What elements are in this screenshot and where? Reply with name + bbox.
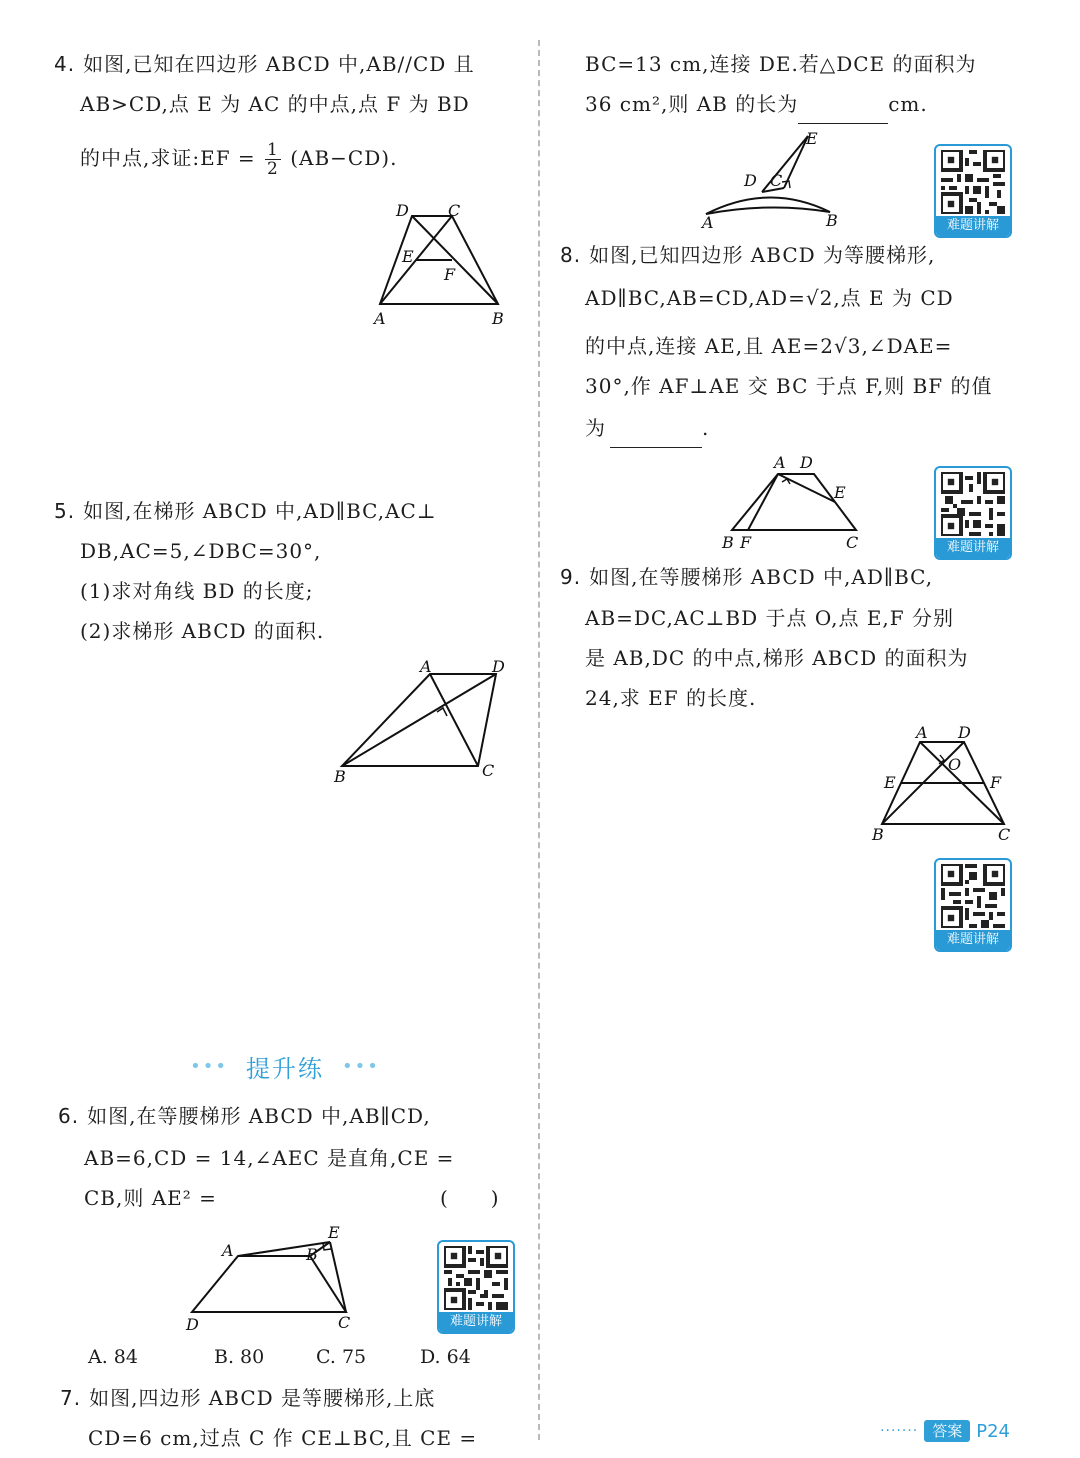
q4-label-C: C [448, 201, 461, 220]
q8-text-1: 如图,已知四边形 ABCD 为等腰梯形, [589, 243, 936, 267]
q7-qr-code[interactable] [934, 144, 1012, 238]
q6-choices [88, 1340, 488, 1376]
q9-line3: 是 AB,DC 的中点,梯形 ABCD 的面积为 [585, 646, 969, 670]
q9-line1 [560, 557, 933, 597]
q5-label-B: B [334, 767, 346, 786]
q7-line4 [585, 84, 928, 124]
q4-line2: AB>CD,点 E 为 AC 的中点,点 F 为 BD [80, 92, 470, 116]
q9-label-F: F [990, 773, 1002, 792]
q6-text-1: 如图,在等腰梯形 ABCD 中,AB∥CD, [87, 1104, 431, 1128]
q7-label-B: B [826, 211, 838, 230]
q5-figure [326, 654, 516, 790]
q6-qr-code[interactable] [437, 1240, 515, 1334]
q8-line1 [560, 235, 935, 275]
q6-label-C: C [338, 1313, 351, 1332]
q8-label-E: E [834, 483, 846, 502]
q8-label-B: B [722, 533, 734, 552]
q5-line3: (1)求对角线 BD 的长度; [80, 579, 314, 603]
q7-number: 7. [60, 1386, 82, 1410]
q7-line2: CD=6 cm,过点 C 作 CE⊥BC,且 CE = [88, 1426, 478, 1450]
q4-frac-den: 2 [267, 159, 279, 179]
q4-line3-pre: 的中点,求证:EF = [80, 146, 256, 170]
q4-label-F: F [444, 265, 456, 284]
q6-answer-paren: ( ) [440, 1186, 500, 1210]
q7-line3: BC=13 cm,连接 DE.若△DCE 的面积为 [585, 52, 977, 76]
q8-label-F: F [740, 533, 752, 552]
q8-line3: 的中点,连接 AE,且 AE=2√3,∠DAE= [585, 334, 953, 358]
qr-label: 难题讲解 [936, 216, 1010, 236]
qr-icon [941, 864, 1005, 928]
q8-qr-code[interactable] [934, 466, 1012, 560]
q8-label-D: D [800, 453, 813, 472]
q8-number: 8. [560, 243, 582, 267]
q6-label-E: E [328, 1223, 340, 1242]
column-divider [538, 40, 540, 1440]
q8-line5-post: . [702, 416, 710, 440]
q6-choice-a[interactable]: A. 84 [88, 1346, 138, 1368]
section-label: 提升练 [246, 1054, 324, 1083]
q4-figure [360, 196, 520, 336]
q6-label-B: B [306, 1245, 318, 1264]
q4-number: 4. [54, 52, 76, 76]
answer-badge[interactable]: 答案 [924, 1420, 970, 1442]
q9-qr-code[interactable] [934, 858, 1012, 952]
q7-label-A: A [702, 213, 714, 232]
q9-label-O: O [948, 755, 962, 774]
q7-label-D: D [744, 171, 757, 190]
q9-text-1: 如图,在等腰梯形 ABCD 中,AD∥BC, [589, 565, 934, 589]
q7-line4-pre: 36 cm²,则 AB 的长为 [585, 92, 799, 116]
q9-line4: 24,求 EF 的长度. [585, 686, 757, 710]
q4-label-D: D [396, 201, 409, 220]
q6-figure [180, 1222, 360, 1336]
q9-label-B: B [872, 825, 884, 844]
q7-text-1: 如图,四边形 ABCD 是等腰梯形,上底 [89, 1386, 436, 1410]
q7-line1 [60, 1378, 435, 1418]
q5-line1 [54, 491, 437, 531]
qr-label: 难题讲解 [936, 538, 1010, 558]
page-number: P24 [976, 1420, 1010, 1442]
q6-line2: AB=6,CD = 14,∠AEC 是直角,CE = [84, 1146, 455, 1170]
q5-text-1: 如图,在梯形 ABCD 中,AD∥BC,AC⊥ [83, 499, 437, 523]
q5-label-C: C [482, 761, 495, 780]
qr-icon [444, 1246, 508, 1310]
q4-label-E: E [402, 247, 414, 266]
q8-line2: AD∥BC,AB=CD,AD=√2,点 E 为 CD [585, 286, 954, 310]
q9-label-C: C [998, 825, 1011, 844]
q8-figure [716, 452, 866, 552]
q6-choice-c[interactable]: C. 75 [316, 1346, 367, 1368]
q8-line5 [585, 408, 709, 448]
qr-label: 难题讲解 [439, 1312, 513, 1332]
q7-figure [694, 124, 854, 234]
qr-icon [941, 472, 1005, 536]
q8-line4: 30°,作 AF⊥AE 交 BC 于点 F,则 BF 的值 [585, 374, 993, 398]
q6-line1 [58, 1096, 431, 1136]
q9-figure [866, 716, 1026, 846]
q8-label-A: A [774, 453, 786, 472]
q4-line1 [54, 44, 475, 84]
q7-answer-blank[interactable] [798, 97, 888, 124]
section-dots-right: ••• [342, 1055, 380, 1077]
q4-line3 [80, 138, 397, 178]
q6-choice-d[interactable]: D. 64 [420, 1346, 471, 1368]
q6-label-D: D [186, 1315, 199, 1334]
q5-label-A: A [420, 657, 432, 676]
q9-label-A: A [916, 723, 928, 742]
q7-line4-post: cm. [888, 92, 928, 116]
q4-label-B: B [492, 309, 504, 328]
q7-label-C: C [770, 171, 783, 190]
q4-text-1: 如图,已知在四边形 ABCD 中,AB//CD 且 [83, 52, 475, 76]
q6-number: 6. [58, 1104, 80, 1128]
q4-label-A: A [374, 309, 386, 328]
q6-label-A: A [222, 1241, 234, 1260]
q4-fraction [265, 141, 281, 178]
qr-label: 难题讲解 [936, 930, 1010, 950]
q5-line4: (2)求梯形 ABCD 的面积. [80, 619, 325, 643]
section-title [180, 1046, 390, 1086]
q9-line2: AB=DC,AC⊥BD 于点 O,点 E,F 分别 [585, 606, 955, 630]
q8-label-C: C [846, 533, 859, 552]
q5-label-D: D [492, 657, 505, 676]
q6-choice-b[interactable]: B. 80 [214, 1346, 265, 1368]
q5-number: 5. [54, 499, 76, 523]
section-dots-left: ••• [190, 1055, 228, 1077]
q9-label-E: E [884, 773, 896, 792]
page-footer [880, 1418, 1010, 1444]
q7-label-E: E [806, 129, 818, 148]
q6-line3: CB,则 AE² = [84, 1186, 217, 1210]
q9-label-D: D [958, 723, 971, 742]
q4-line3-post: (AB−CD). [290, 146, 398, 170]
q9-number: 9. [560, 565, 582, 589]
qr-icon [941, 150, 1005, 214]
footer-dots: ······· [880, 1423, 919, 1439]
q4-frac-num: 1 [267, 140, 279, 160]
q5-line2: DB,AC=5,∠DBC=30°, [80, 539, 322, 563]
q8-line5-pre: 为 [585, 416, 606, 440]
q8-answer-blank[interactable] [610, 421, 702, 448]
